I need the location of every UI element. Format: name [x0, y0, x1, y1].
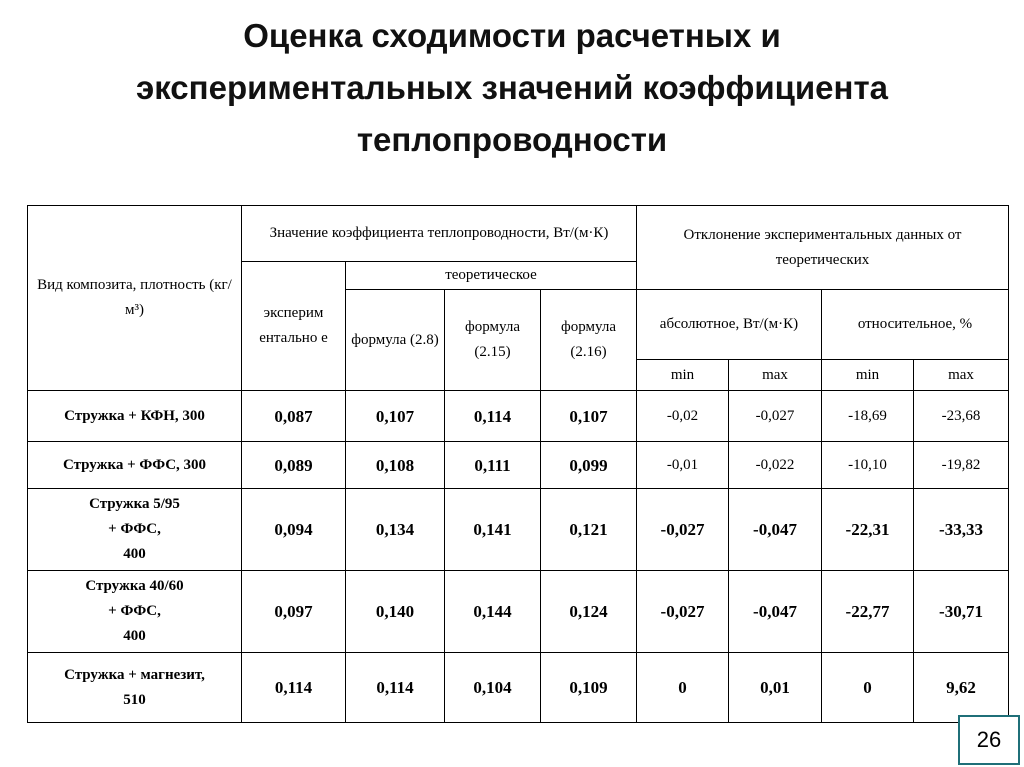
cell-abs-min: -0,027: [637, 489, 729, 571]
cell-rel-max: -23,68: [914, 391, 1009, 442]
cell-rel-min: -22,77: [822, 571, 914, 653]
header-composite: Вид композита, плотность (кг/м³): [28, 206, 242, 391]
cell-experimental: 0,114: [242, 653, 346, 723]
cell-abs-min: 0: [637, 653, 729, 723]
row-composite-line: 400: [123, 628, 146, 644]
cell-experimental: 0,097: [242, 571, 346, 653]
row-composite: Стружка + КФН, 300: [28, 391, 242, 442]
header-relative: относительное, %: [822, 290, 1009, 360]
cell-formula-2-15: 0,111: [445, 442, 541, 489]
cell-formula-2-8: 0,107: [346, 391, 445, 442]
row-composite: [28, 571, 242, 653]
cell-abs-min: -0,02: [637, 391, 729, 442]
cell-experimental: 0,087: [242, 391, 346, 442]
header-rel-max: max: [914, 360, 1009, 391]
cell-rel-min: -22,31: [822, 489, 914, 571]
page-number: 26: [958, 715, 1020, 765]
cell-abs-min: -0,01: [637, 442, 729, 489]
row-composite: [28, 489, 242, 571]
cell-abs-max: -0,022: [729, 442, 822, 489]
cell-rel-min: -10,10: [822, 442, 914, 489]
table-row: [28, 391, 1009, 442]
header-formula-2-8: формула (2.8): [346, 290, 445, 391]
cell-formula-2-8: 0,134: [346, 489, 445, 571]
cell-formula-2-16: 0,121: [541, 489, 637, 571]
cell-formula-2-15: 0,144: [445, 571, 541, 653]
cell-formula-2-16: 0,124: [541, 571, 637, 653]
row-composite-line: + ФФС,: [108, 521, 161, 537]
title-line-3: теплопроводности: [356, 121, 668, 158]
cell-formula-2-16: 0,099: [541, 442, 637, 489]
cell-formula-2-15: 0,141: [445, 489, 541, 571]
table-row: [28, 653, 1009, 723]
title-line-2: экспериментальных значений коэффициента: [136, 69, 888, 106]
cell-formula-2-8: 0,108: [346, 442, 445, 489]
table-row: [28, 571, 1009, 653]
row-composite-line: 510: [123, 691, 146, 708]
cell-experimental: 0,089: [242, 442, 346, 489]
cell-rel-min: -18,69: [822, 391, 914, 442]
cell-abs-max: -0,047: [729, 571, 822, 653]
row-composite-line: Стружка 5/95: [89, 496, 180, 512]
cell-formula-2-16: 0,107: [541, 391, 637, 442]
cell-formula-2-15: 0,114: [445, 391, 541, 442]
header-abs-min: min: [637, 360, 729, 391]
cell-abs-min: -0,027: [637, 571, 729, 653]
cell-formula-2-8: 0,114: [346, 653, 445, 723]
cell-rel-max: -19,82: [914, 442, 1009, 489]
row-composite-line: Стружка + магнезит,: [64, 666, 205, 683]
header-abs-max: max: [729, 360, 822, 391]
header-formula-2-15: формула (2.15): [445, 290, 541, 391]
header-theoretical: теоретическое: [346, 262, 637, 290]
cell-rel-max: -33,33: [914, 489, 1009, 571]
header-absolute: абсолютное, Вт/(м·К): [637, 290, 822, 360]
cell-formula-2-15: 0,104: [445, 653, 541, 723]
header-deviation: Отклонение экспериментальных данных от теоретических: [637, 206, 1009, 290]
row-composite: [28, 653, 242, 723]
cell-experimental: 0,094: [242, 489, 346, 571]
cell-rel-min: 0: [822, 653, 914, 723]
header-coef-value: Значение коэффициента теплопроводности, Вт/(м·К): [242, 206, 637, 262]
cell-rel-max: 9,62: [914, 653, 1009, 723]
title-line-1: Оценка сходимости расчетных и: [243, 17, 781, 54]
row-composite: Стружка + ФФС, 300: [28, 442, 242, 489]
header-formula-2-16: формула (2.16): [541, 290, 637, 391]
row-composite-line: 400: [123, 546, 146, 562]
row-composite-line: + ФФС,: [108, 603, 161, 619]
conductivity-table: [27, 205, 1009, 723]
cell-rel-max: -30,71: [914, 571, 1009, 653]
cell-abs-max: -0,047: [729, 489, 822, 571]
table-row: [28, 442, 1009, 489]
cell-abs-max: -0,027: [729, 391, 822, 442]
row-composite-line: Стружка 40/60: [85, 578, 184, 594]
cell-formula-2-16: 0,109: [541, 653, 637, 723]
header-experimental: эксперим ентально е: [242, 262, 346, 391]
cell-abs-max: 0,01: [729, 653, 822, 723]
header-rel-min: min: [822, 360, 914, 391]
table-row: [28, 489, 1009, 571]
slide-title: [0, 10, 1024, 166]
cell-formula-2-8: 0,140: [346, 571, 445, 653]
